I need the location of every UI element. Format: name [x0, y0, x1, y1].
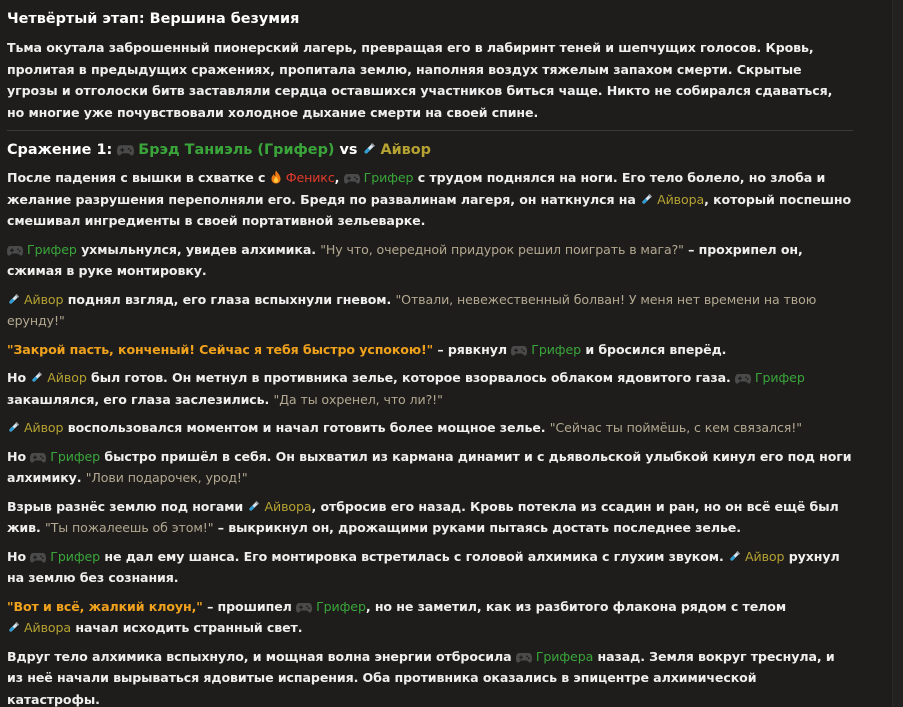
- paragraph-10: [7, 596, 853, 639]
- name-aivor: Айвор: [745, 548, 785, 564]
- text: Но: [7, 548, 26, 564]
- text: ухмыльнулся, увидев алхимика.: [81, 241, 316, 257]
- text: – прохрипел он, сжимая в руке монтировку.: [7, 241, 803, 278]
- potion-icon: [728, 550, 741, 563]
- fighter-2-name: Айвор: [380, 142, 431, 158]
- paragraph-9: [7, 546, 853, 589]
- name-grifer: Грифер: [27, 241, 77, 257]
- gamepad-icon: [30, 552, 46, 563]
- quote: "Да ты охренел, что ли?!": [273, 391, 443, 407]
- name-grifera: Грифера: [535, 648, 594, 664]
- text: Взрыв разнёс землю под ногами: [7, 498, 244, 514]
- paragraph-4: [7, 339, 853, 361]
- paragraph-11: [7, 646, 853, 707]
- name-aivor: Айвор: [24, 420, 64, 435]
- gamepad-icon: [7, 245, 23, 256]
- name-grifer: Грифер: [50, 448, 101, 464]
- text: – прошипел: [207, 598, 292, 614]
- text: Вдруг тело алхимика вспыхнуло, и мощная волна энергии отбросила: [7, 648, 512, 664]
- potion-icon: [7, 421, 20, 434]
- paragraph-5: [7, 367, 853, 410]
- text: воспользовался моментом и начал готовить более мощное зелье.: [67, 420, 546, 435]
- fighter-1-name: Брэд Таниэль (Грифер): [138, 142, 335, 158]
- quote: "Лови подарочек, урод!": [85, 470, 248, 485]
- name-aivora: Айвора: [264, 498, 312, 514]
- quote: "Ну что, очередной придурок решил поиграть в мага?": [320, 241, 684, 257]
- text: начал исходить странный свет.: [75, 620, 303, 635]
- stage-title: Четвёртый этап: Вершина безумия: [7, 11, 300, 27]
- text: рухнул на землю без сознания.: [7, 548, 840, 585]
- name-feniks: Феникс: [285, 170, 335, 185]
- name-grifer: Грифер: [754, 370, 805, 385]
- battle-title: [7, 139, 853, 161]
- battle-prefix: Сражение 1:: [7, 142, 113, 158]
- gamepad-icon: [296, 602, 312, 613]
- potion-icon: [247, 500, 260, 513]
- text: с трудом поднялся на ноги. Его тело болело, но злоба и желание разрушения переполняли его. Бредя по развалинам лагеря, он наткнулся на: [7, 170, 826, 207]
- text: не дал ему шанса. Его монтировка встретилась с головой алхимика с глухим звуком.: [104, 548, 724, 564]
- gamepad-icon: [516, 652, 532, 663]
- fire-icon: [270, 170, 282, 184]
- gamepad-icon: [30, 452, 46, 463]
- battle-vs: vs: [339, 142, 358, 158]
- paragraph-2: [7, 239, 853, 282]
- potion-icon: [7, 621, 20, 634]
- text: и бросился вперёд.: [585, 341, 727, 357]
- divider: [7, 130, 853, 131]
- name-grifer: Грифер: [316, 598, 366, 614]
- text: назад. Земля вокруг треснула, и из неё начали вырываться ядовитые испарения. Оба противника оказались в эпицентре алхимической катастрофы.: [7, 648, 835, 707]
- name-aivor: Айвор: [47, 370, 87, 385]
- name-aivora: Айвора: [657, 191, 705, 207]
- text: – рявкнул: [437, 341, 507, 357]
- potion-icon: [362, 142, 376, 156]
- name-grifer: Грифер: [531, 341, 582, 357]
- quote: "Сейчас ты поймёшь, с кем связался!": [549, 420, 802, 435]
- paragraph-8: [7, 496, 853, 539]
- text: , отбросив его назад. Кровь потекла из ссадин и ран, но он всё ещё был жив.: [7, 498, 839, 535]
- paragraph-6: [7, 417, 853, 439]
- potion-icon: [7, 293, 20, 306]
- text: закашлялся, его глаза заслезились.: [7, 391, 270, 407]
- text: После падения с вышки в схватке с: [7, 170, 266, 185]
- potion-icon: [30, 371, 43, 384]
- paragraph-7: [7, 446, 853, 489]
- name-aivor: Айвор: [24, 291, 64, 307]
- gamepad-icon: [511, 345, 527, 356]
- quote: "Закрой пасть, конченый! Сейчас я тебя быстро успокою!": [7, 341, 434, 357]
- gamepad-icon: [735, 373, 751, 384]
- name-grifer: Грифер: [363, 170, 414, 185]
- potion-icon: [640, 193, 653, 206]
- paragraph-3: [7, 289, 853, 332]
- text: быстро пришёл в себя. Он выхватил из кармана динамит и с дьявольской улыбкой кинул его под ноги алхимику.: [7, 448, 852, 485]
- text: , но не заметил, как из разбитого флакона рядом с телом: [365, 598, 787, 614]
- scrollbar[interactable]: [892, 0, 903, 707]
- text: Но: [7, 370, 26, 385]
- stage-intro: Тьма окутала заброшенный пионерский лагерь, превращая его в лабиринт теней и шепчущих голосов. Кровь, пролитая в предыдущих сражениях, пропитала землю, наполняя воздух тяжелым запахом смерти. Скрытые угрозы и отголоски битв заставляли сердца оставшихся участников биться чаще. Никто не собирался сдаваться, но многие уже почувствовали холодное дыхание смерти на своей спине.: [7, 40, 833, 120]
- gamepad-icon: [117, 144, 134, 156]
- name-grifer: Грифер: [50, 548, 101, 564]
- text: ,: [334, 170, 340, 185]
- quote: "Отвали, невежественный болван! У меня нет времени на твою ерунду!": [7, 291, 817, 328]
- quote: "Ты пожалеешь об этом!": [45, 520, 214, 535]
- gamepad-icon: [344, 173, 360, 184]
- name-aivora: Айвора: [24, 620, 72, 635]
- text: Но: [7, 448, 26, 464]
- text: – выкрикнул он, дрожащими руками пытаясь достать последнее зелье.: [217, 520, 741, 535]
- paragraph-1: [7, 167, 853, 232]
- text: был готов. Он метнул в противника зелье, которое взорвалось облаком ядовитого газа.: [91, 370, 731, 385]
- quote: "Вот и всё, жалкий клоун,": [7, 598, 203, 614]
- text: , который поспешно смешивал ингредиенты в своей портативной зельеварке.: [7, 191, 852, 228]
- text: поднял взгляд, его глаза вспыхнули гневом.: [67, 291, 392, 307]
